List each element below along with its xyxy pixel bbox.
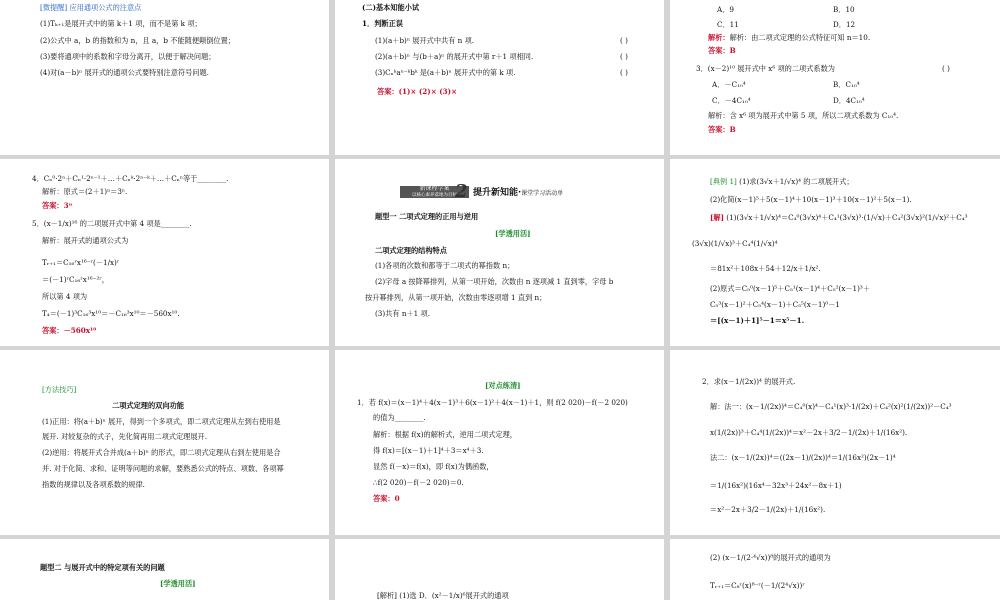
exp-1: 解析：解析：由二项式定理的公式特征可知 n＝10. xyxy=(708,33,871,42)
opt3-a: A．－C₁₀⁴ xyxy=(712,80,746,89)
learn-tag: [学透用活] xyxy=(495,229,531,238)
opt3-b: B．C₁₀⁴ xyxy=(833,80,860,89)
method-2b: ＝1/(16x²)(16x⁴－32x³＋24x²－8x＋1) xyxy=(710,481,842,490)
q-3-paren: ( ) xyxy=(942,64,950,73)
type-2-title: 题型二 与展开式中的特定项有关的问题 xyxy=(40,563,165,572)
slide-1-line-4: (4)对(a－b)ⁿ 展开式的通项公式要特别注意符号问题. xyxy=(40,68,209,77)
slide-5 xyxy=(335,159,664,346)
slide-11 xyxy=(335,539,664,600)
q-5: 5．(x－1/x)¹⁶ 的二项展开式中第 4 项是________. xyxy=(32,219,192,228)
slide-11-line: [解析] (1)选 D．(x²－1/x)⁶展开式的通项 xyxy=(377,591,509,600)
opt-d: D．12 xyxy=(833,20,856,29)
practice-e1: 解析：根据 f(x)的解析式，逆用二项式定理， xyxy=(373,430,517,439)
formula-1: Tᵣ₊₁＝C₁₆ʳx¹⁶⁻ʳ(－1/x)ʳ xyxy=(42,258,120,267)
slide-2 xyxy=(335,0,664,155)
slide-7 xyxy=(0,350,329,535)
exp-5: 解析：展开式的通项公式为 xyxy=(42,236,129,245)
struct-title: 二项式定理的结构特点 xyxy=(375,246,447,255)
slide-10 xyxy=(0,539,329,600)
solution-1c: ＝81x²＋108x＋54＋12/x＋1/x². xyxy=(710,264,821,273)
method-title: 二项式定理的双向功能 xyxy=(112,401,184,410)
method-l1: (1)正用：将(a＋b)ⁿ 展开，得到一个多项式，即二项式定理从左到右使用是 xyxy=(42,417,281,426)
slide-12-l1: (2) (x－1/(2·⁴√x))⁸的展开式的通项为 xyxy=(710,553,831,562)
slide-4 xyxy=(0,159,329,346)
opt3-c: C．－4C₁₀⁴ xyxy=(712,96,751,105)
opt-c: C．11 xyxy=(717,20,739,29)
practice-e4: ∴f(2 020)－f(－2 020)＝0. xyxy=(373,478,464,487)
q-3: 3．(x－2)¹⁰ 展开式中 x⁶ 项的二项式系数为 xyxy=(696,64,835,73)
method-2c: ＝x²－2x＋3/2－1/(2x)＋1/(16x²). xyxy=(710,505,826,514)
type-1-title: 题型一 二项式定理的正用与逆用 xyxy=(375,212,479,221)
slide-2-sub: 1．判断正误 xyxy=(362,19,403,28)
judge-paren-1: ( ) xyxy=(620,36,628,45)
solution-2b: C₅³(x－1)²＋C₅⁴(x－1)＋C₅⁵(x－1)⁰－1 xyxy=(710,300,840,309)
ans-3: 答案：B xyxy=(708,125,736,134)
method-2: 法二：(x－1/(2x))⁴＝((2x－1)/(2x))⁴＝1/(16x²)(2x－1)⁴ xyxy=(710,453,896,462)
struct-p2: (2)字母 a 按降幂排列，从第一项开始，次数由 n 逐项减 1 直到零，字母 b xyxy=(375,277,614,286)
example-2: (2)化简(x－1)⁵＋5(x－1)⁴＋10(x－1)³＋10(x－1)²＋5(x－1). xyxy=(710,195,912,204)
method-l2: (2)逆用：将展开式合并成(a＋b)ⁿ 的形式，即二项式定理从右到左使用是合 xyxy=(42,448,281,457)
slide-3 xyxy=(670,0,1000,155)
ans-5: 答案：－560x¹⁰ xyxy=(42,326,97,335)
method-l2b: 并. 对于化简、求和、证明等问题的求解，要熟悉公式的特点、项数、各项幂 xyxy=(42,464,284,473)
practice-q: 1．若 f(x)＝(x－1)⁴＋4(x－1)³＋6(x－1)²＋4(x－1)＋1，则 f(2 020)－f(－2 020) xyxy=(357,398,628,407)
solution-1: [解] (1)(3√x＋1/√x)⁴＝C₄⁰(3√x)⁴＋C₄¹(3√x)³·(1/√x)＋C₄²(3√x)²(1/√x)²＋C₄³ xyxy=(710,213,968,222)
struct-p2b: 按升幂排列，从第一项开始，次数由零逐项增 1 直到 n； xyxy=(365,293,547,302)
q-2: 2．求(x－1/(2x))⁴ 的展开式. xyxy=(702,377,796,386)
slide-12 xyxy=(670,539,1000,600)
method-l1b: 展开. 对较复杂的式子，先化简再用二项式定理展开. xyxy=(42,432,207,441)
method-1: 解：法一：(x－1/(2x))⁴＝C₄⁰(x)⁴－C₄¹(x)³·1/(2x)＋C₄²(x)²(1/(2x))²－C₄³ xyxy=(710,402,952,411)
practice-tag: [对点练清] xyxy=(485,381,521,390)
struct-p1: (1)各项的次数和都等于二项式的幂指数 n； xyxy=(375,261,515,270)
slide-12-l2: Tᵣ₊₁＝C₈ʳ(x)⁸⁻ʳ(－1/(2⁴√x))ʳ xyxy=(710,581,805,590)
method-1b: x(1/(2x))³＋C₄⁴(1/(2x))⁴＝x²－2x＋3/2－1/(2x)＋1/(16x²). xyxy=(710,428,908,437)
method-tag: [方法技巧] xyxy=(42,385,77,394)
slide-2-title: (二)基本知能小试 xyxy=(362,3,420,12)
judge-item-2: (2)(a＋b)ⁿ 与(b＋a)ⁿ 的展开式中第 r＋1 项相同. xyxy=(375,52,534,61)
formula-2: ＝(－1)ʳC₁₆ʳx¹⁶⁻²ʳ， xyxy=(42,275,109,284)
judge-paren-3: ( ) xyxy=(620,68,628,77)
method-l2c: 指数的规律以及各项系数的规律. xyxy=(42,480,145,489)
slide-9 xyxy=(670,350,1000,535)
judge-paren-2: ( ) xyxy=(620,52,628,61)
slide-6 xyxy=(670,159,1000,346)
opt3-d: D．4C₁₀⁴ xyxy=(833,96,865,105)
practice-e3: 显然 f(－x)＝f(x)，即 f(x)为偶函数， xyxy=(373,462,494,471)
solution-1b: (3√x)(1/√x)³＋C₄⁴(1/√x)⁴ xyxy=(692,239,778,248)
judge-item-3: (3)Cₙᵏaⁿ⁻ᵏbᵏ 是(a＋b)ⁿ 展开式中的第 k 项. xyxy=(375,68,516,77)
practice-e2: 得 f(x)＝[(x－1)＋1]⁴＋3＝x⁴＋3. xyxy=(373,446,484,455)
example-1: [典例 1] (1)求(3√x＋1/√x)⁴ 的二项展开式； xyxy=(710,177,854,186)
judge-item-1: (1)(a＋b)ⁿ 展开式中共有 n 项. xyxy=(375,36,475,45)
practice-q2: 的值为________. xyxy=(373,413,426,422)
slide-2-answer: 答案：(1)× (2)× (3)× xyxy=(377,87,458,96)
exp-3: 解析：含 x⁶ 项为展开式中第 5 项，所以二项式系数为 C₁₀⁴. xyxy=(708,111,899,120)
struct-p3: (3)共有 n＋1 项. xyxy=(375,309,430,318)
slide-1-line-1: (1)Tₖ₊₁是展开式中的第 k＋1 项，而不是第 k 项； xyxy=(40,19,202,28)
solution-2c: ＝[(x－1)＋1]⁵－1＝x⁵－1. xyxy=(710,316,805,325)
ans-4: 答案：3ⁿ xyxy=(42,201,73,210)
slide-1-line-3: (3)要将通项中的系数和字母分离开，以便于解决问题； xyxy=(40,52,216,61)
formula-3: 所以第 4 项为 xyxy=(42,292,88,301)
slide-1-line-2: (2)公式中 a，b 的指数和为 n，且 a，b 不能随便颠倒位置； xyxy=(40,36,235,45)
learn-tag-2: [学透用活] xyxy=(160,579,196,588)
course-banner-logo: 新课程学案 以核心素养落地为目标 xyxy=(400,186,469,198)
section-heading: 提升新知能·课堂学习活动单 xyxy=(473,188,564,198)
section-number: 2 xyxy=(455,181,468,202)
ans-1: 答案：B xyxy=(708,46,736,55)
slide-1 xyxy=(0,0,329,155)
slide-8 xyxy=(335,350,664,535)
formula-4: T₄＝(－1)³C₁₆³x¹⁰＝－C₁₆³x¹⁰＝－560x¹⁰. xyxy=(42,309,180,318)
exp-4: 解析：原式＝(2＋1)ⁿ＝3ⁿ. xyxy=(42,187,128,196)
slide-1-title: [微提醒] 应用通项公式的注意点 xyxy=(40,3,142,12)
q-4: 4．Cₙ⁰·2ⁿ＋Cₙ¹·2ⁿ⁻¹＋…＋Cₙᵏ·2ⁿ⁻ᵏ＋…＋Cₙⁿ等于________. xyxy=(32,174,229,183)
opt-b: B．10 xyxy=(833,5,855,14)
opt-a: A．9 xyxy=(717,5,734,14)
solution-2: (2)原式＝C₅⁰(x－1)⁵＋C₅¹(x－1)⁴＋C₅²(x－1)³＋ xyxy=(710,284,871,293)
practice-ans: 答案：0 xyxy=(373,494,400,503)
